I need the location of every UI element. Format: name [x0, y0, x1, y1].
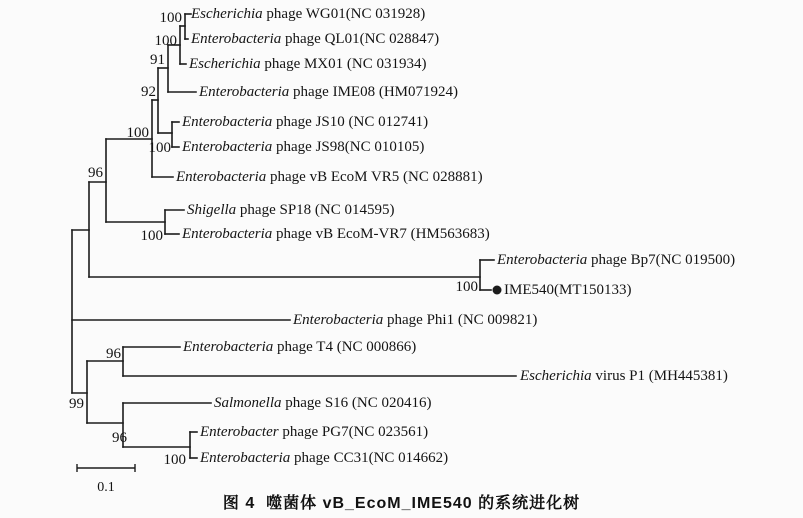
bootstrap-value: 100: [140, 228, 163, 244]
tip-label-rest: virus P1 (MH445381): [591, 368, 728, 384]
tip-label: [496, 252, 735, 268]
tip-label: [199, 424, 428, 440]
tip-label-rest: phage T4 (NC 000866): [273, 339, 417, 355]
tip-label-rest: phage vB EcoM-VR7 (HM563683): [272, 226, 490, 242]
tip-label: [187, 202, 395, 218]
tip-genus: Enterobacteria: [183, 339, 274, 355]
bootstrap-value: 100: [159, 10, 182, 26]
tip-label-rest: phage QL01(NC 028847): [281, 31, 440, 47]
tip-label-rest: phage CC31(NC 014662): [290, 450, 449, 466]
tip-genus: Enterobacteria: [293, 312, 384, 328]
tip-label-rest: phage JS98(NC 010105): [272, 139, 425, 155]
tip-label-rest: phage Phi1 (NC 009821): [383, 312, 538, 328]
tip-label: [181, 114, 428, 130]
tip-label-rest: IME540(MT150133): [504, 282, 632, 298]
tip-label-rest: phage IME08 (HM071924): [289, 84, 458, 100]
bootstrap-value: 99: [69, 396, 84, 412]
bootstrap-value: 96: [112, 430, 127, 446]
tip-label-rest: phage PG7(NC 023561): [278, 424, 429, 440]
tip-genus: Enterobacteria: [497, 252, 588, 268]
tip-label-rest: phage SP18 (NC 014595): [236, 202, 395, 218]
tip-label-rest: phage S16 (NC 020416): [281, 395, 432, 411]
tip-genus: Enterobacteria: [176, 169, 267, 185]
bootstrap-value: 96: [88, 165, 103, 181]
tip-genus: Enterobacteria: [182, 226, 273, 242]
bootstrap-value: 100: [126, 125, 149, 141]
bootstrap-value: 96: [106, 346, 121, 362]
tip-label-rest: phage MX01 (NC 031934): [260, 56, 427, 72]
tip-genus: Salmonella: [214, 395, 282, 411]
tip-label: [292, 312, 537, 328]
tip-genus: Enterobacteria: [182, 114, 273, 130]
tip-label: [198, 84, 458, 100]
tip-label: [519, 368, 728, 384]
tip-genus: Enterobacteria: [191, 31, 282, 47]
tip-label: [175, 169, 483, 185]
tip-label: [181, 226, 490, 242]
tip-label-rest: phage Bp7(NC 019500): [587, 252, 736, 268]
tip-label-rest: phage vB EcoM VR5 (NC 028881): [266, 169, 483, 185]
bootstrap-value: 100: [455, 279, 478, 295]
tip-genus: Escherichia: [520, 368, 592, 384]
tip-genus: Escherichia: [189, 56, 261, 72]
scale-bar-label: 0.1: [97, 480, 115, 495]
bootstrap-value: 100: [163, 452, 186, 468]
ime540-highlight-dot: [493, 286, 502, 295]
tip-label: [190, 31, 439, 47]
figure-caption: 图 4 噬菌体 vB_EcoM_IME540 的系统进化树: [222, 495, 581, 512]
tip-genus: Enterobacteria: [200, 450, 291, 466]
tip-label: [199, 450, 448, 466]
bootstrap-value: 100: [148, 140, 171, 156]
bootstrap-value: 92: [141, 84, 156, 100]
tip-label: [182, 339, 416, 355]
tip-genus: Enterobacteria: [199, 84, 290, 100]
tip-label: [190, 6, 425, 22]
tip-label: [214, 395, 432, 411]
bootstrap-value: 91: [150, 52, 165, 68]
tip-label-highlighted: [504, 282, 632, 298]
tip-genus: Shigella: [187, 202, 237, 218]
tip-label-rest: phage JS10 (NC 012741): [272, 114, 429, 130]
tip-genus: Enterobacteria: [182, 139, 273, 155]
tip-label: [181, 139, 424, 155]
tip-label-rest: phage WG01(NC 031928): [262, 6, 426, 22]
tip-genus: Escherichia: [191, 6, 263, 22]
tip-genus: Enterobacter: [200, 424, 279, 440]
tip-label: [188, 56, 426, 72]
bootstrap-value: 100: [154, 33, 177, 49]
